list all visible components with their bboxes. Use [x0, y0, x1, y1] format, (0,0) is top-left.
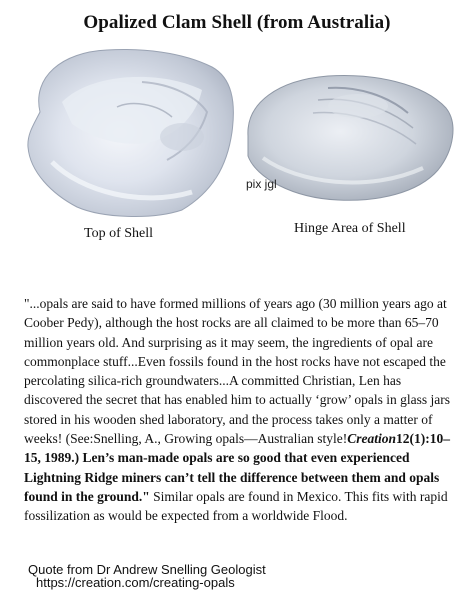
clam-shell-top-photo: [22, 42, 237, 220]
quote-paragraph: [24, 294, 460, 526]
photo-credit: pix jgl: [246, 177, 277, 191]
caption-top-of-shell: Top of Shell: [84, 226, 154, 241]
page-title: Opalized Clam Shell (from Australia): [83, 12, 391, 33]
caption-hinge-area: Hinge Area of Shell: [294, 221, 406, 236]
quote-closing-text: Similar opals are found in Mexico. This fits with rapid fossilization as would be expected from a worldwide Flood.: [24, 488, 448, 524]
quote-attribution: Quote from Dr Andrew Snelling Geologist: [28, 562, 266, 577]
source-url: https://creation.com/creating-opals: [36, 575, 235, 590]
quote-text: "...opals are said to have formed millions of years ago (30 million years ago at Coober Pedy), although the host rocks are all claimed to be more than 65–70 million years old. And surprising as it may seem, the ingredients of opal are commonplace stuff...Even fossils found in the host rocks have not escaped the percolating silica-rich groundwaters...A committed Christian, Len has discovered the secret that has enabled him to actually ‘grow’ opals in glass jars stored in his wooden shed laboratory, and the process takes only a matter of weeks! (See:Snelling, A., Growing opals—Australian style!: [24, 296, 450, 447]
quote-bold-text: 12(1):10–15, 1989.) Len’s man-made opals are so good that even experienced Lightning Ridge miners can’t tell the difference between them and opals found in the ground.": [24, 431, 450, 504]
quote-journal-name: Creation: [347, 431, 396, 447]
